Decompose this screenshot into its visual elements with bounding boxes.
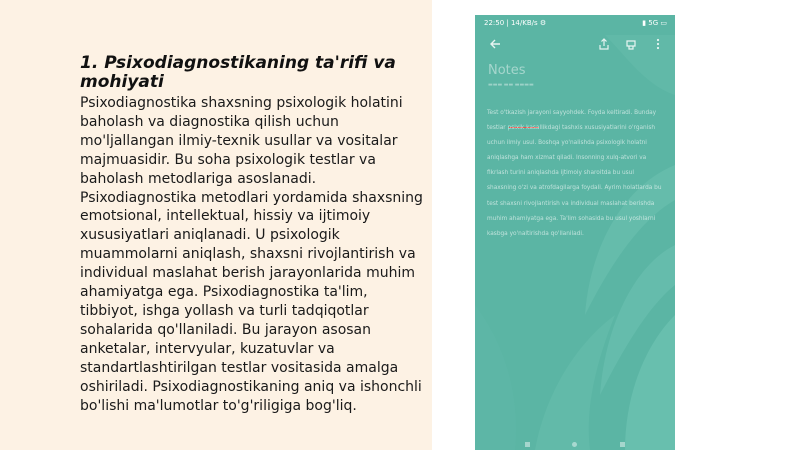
note-date: ▬▬▬ ▬▬ ▬▬▬▬ <box>488 82 534 88</box>
status-indicators: ▮ 5G ▭ <box>642 19 667 27</box>
share-icon[interactable] <box>597 37 611 51</box>
status-time: 22:50 | 14/KB/s ⚙ <box>484 19 547 27</box>
home-icon[interactable] <box>572 442 577 447</box>
slide-body-text: Psixodiagnostika shaxsning psixologik holatini baholash va diagnostika qilish uchun mo'ljallangan ilmiy-texnik usullar va vositalar majmuasidir. Bu soha psixologik testlar va baholash metodlariga asoslanadi. Psixodiagnostika metodlari yordamida shaxsning emotsional, intellektual, hissiy va ijtimoiy xususiyatlari aniqlanadi. U psixologik muammolarni aniqlash, shaxsni rivojlantirish va individual maslahat berish jarayonlarida muhim ahamiyatga ega. Psixodiagnostika ta'lim, tibbiyot, ishga yollash va turli tadqiqotlar sohalarida qo'llaniladi. Bu jarayon asosan anketalar, intervyular, kuzatuvlar va standartlashtirilgan testlar vositasida amalga oshiriladi. Psixodiagnostikaning aniq va ishonchli bo'lishi ma'lumotlar to'g'riligiga bog'liq. <box>80 95 423 414</box>
back-arrow-icon[interactable] <box>488 37 502 51</box>
theme-icon[interactable] <box>624 37 638 51</box>
nav-back-icon[interactable] <box>620 442 625 447</box>
navigation-bar <box>475 436 675 450</box>
recent-apps-icon[interactable] <box>525 442 530 447</box>
slide-title: 1. Psixodiagnostikaning ta'rifi va mohiyati <box>80 53 396 92</box>
note-title[interactable]: Notes <box>488 63 526 78</box>
status-bar <box>475 15 675 32</box>
note-body-text[interactable]: Test o'tkazish jarayoni sayyohdek. Foyda keltiradi. Bunday testlar psixik kasallikdagi tashxis xususiyatlarini o'rganish uchun ilmiy usul. Boshqa yo'nalishda psixologik holatni aniqlashga ham xizmat qiladi. Insonning xulq-atvori va fikrlash turini aniqlashda ijtimoiy sharoitda bu usul shaxsning o'zi va atrofdagilarga foydali. Ayrim holatlarda bu test shaxsni rivojlantirish va individual maslahat berishda muhim ahamiyatga ega. Ta'lim sohasida bu usul yoshlarni kasbga yo'naltirishda qo'llaniladi. <box>487 110 662 237</box>
phone-screenshot <box>475 15 675 450</box>
more-icon[interactable] <box>651 37 665 51</box>
